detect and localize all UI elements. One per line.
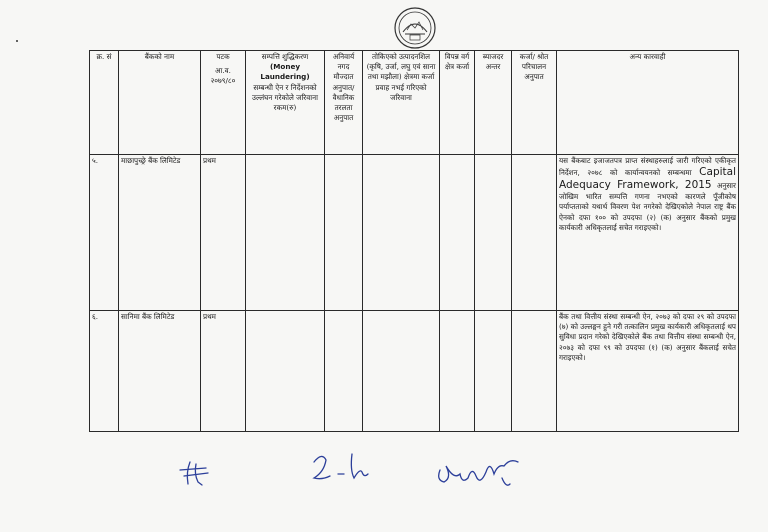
col-aml-line3: सम्बन्धी ऐन र निर्देशनको उल्लंघन गरेकोले जरिवाना रकम(रु)	[252, 82, 318, 113]
col-occurrence-label: पटक	[216, 52, 230, 61]
row-spread	[475, 311, 512, 432]
other-action-text-1: यस बैंकबाट इजाजतपत्र प्राप्त संस्थाहरुलाई जारी गरिएको एकीकृत निर्देशन, २०७८ को कार्यान्वयनको सम्बन्धमा	[559, 156, 736, 178]
col-aml-line1: सम्पत्ति शुद्धिकरण	[261, 52, 309, 61]
row-sector	[363, 155, 440, 311]
row-bank-name: माछापुच्छ्रे बैंक लिमिटेड	[119, 155, 201, 311]
row-other-action: बैंक तथा वित्तीय संस्था सम्बन्धी ऐन, २०७३ को दफा २९ को उपदफा (७) को उल्लङ्घन हुने गरी तत्कालिन प्रमुख कार्यकारी अधिकृतलाई थप सुविधा प्रदान गरेको देखिएकोले बैंक तथा वित्तीय संस्था सम्बन्धी ऐन, २०७३ को दफा ९९ को उपदफा (१) (क) अनुसार बैंकलाई सचेत गराइएको।	[557, 311, 739, 432]
col-bank-name: बैंकको नाम	[119, 51, 201, 155]
col-cd-ratio: कर्जा/ श्रोत परिचालन अनुपात	[512, 51, 557, 155]
signature-3	[432, 450, 530, 494]
row-aml	[246, 311, 325, 432]
table-row	[90, 311, 739, 432]
row-bank-name: सानिमा बैंक लिमिटेड	[119, 311, 201, 432]
table-header-row	[90, 51, 739, 155]
row-crr	[325, 155, 363, 311]
table-row	[90, 155, 739, 311]
col-sn: क्र. सं	[90, 51, 119, 155]
col-deprived-sector: विपन्न वर्ग क्षेत्र कर्जा	[440, 51, 475, 155]
col-crr-slr: अनिवार्य नगद मौज्दात अनुपात/ वैधानिक तरलता अनुपात	[325, 51, 363, 155]
signature-1	[176, 458, 212, 488]
penalty-table	[89, 50, 739, 432]
col-occurrence	[201, 51, 246, 155]
row-sn: ५.	[90, 155, 119, 311]
other-action-text-2: अनुसार जोखिम भारित सम्पत्ति गणना नभएको कारणले पूँजीकोष पर्याप्तताको यथार्थ विवरण पेश नगरेको देखिएकोले नेपाल राष्ट्र बैंक ऐनको दफा १०० को उपदफा (२) (क) अनुसार बैंकको प्रमुख कार्यकारी अधिकृतलाई सचेत गराइएको।	[559, 181, 736, 232]
other-action-english: Capital Adequacy Framework, 2015	[559, 166, 736, 192]
col-aml-english: (Money Laundering)	[260, 62, 310, 82]
row-other-action	[557, 155, 739, 311]
scan-speck	[16, 40, 18, 42]
row-spread	[475, 155, 512, 311]
col-money-laundering	[246, 51, 325, 155]
col-occurrence-year: आ.व. २०७९/८०	[210, 66, 236, 86]
row-sn: ६.	[90, 311, 119, 432]
row-deprived	[440, 311, 475, 432]
row-cd	[512, 311, 557, 432]
row-crr	[325, 311, 363, 432]
col-interest-spread: ब्याजदर अन्तर	[475, 51, 512, 155]
row-sector	[363, 311, 440, 432]
nrb-seal-logo	[393, 6, 437, 50]
row-occurrence: प्रथम	[201, 155, 246, 311]
row-deprived	[440, 155, 475, 311]
col-other-action: अन्य कारवाही	[557, 51, 739, 155]
row-aml	[246, 155, 325, 311]
row-occurrence: प्रथम	[201, 311, 246, 432]
signature-2	[308, 448, 380, 490]
row-cd	[512, 155, 557, 311]
col-productive-sector: तोकिएको उत्पादनशिल (कृषि, उर्जा, लघु एवं साना तथा मझौला) क्षेत्रमा कर्जा प्रवाह नभई गरिएको जरिवाना	[363, 51, 440, 155]
